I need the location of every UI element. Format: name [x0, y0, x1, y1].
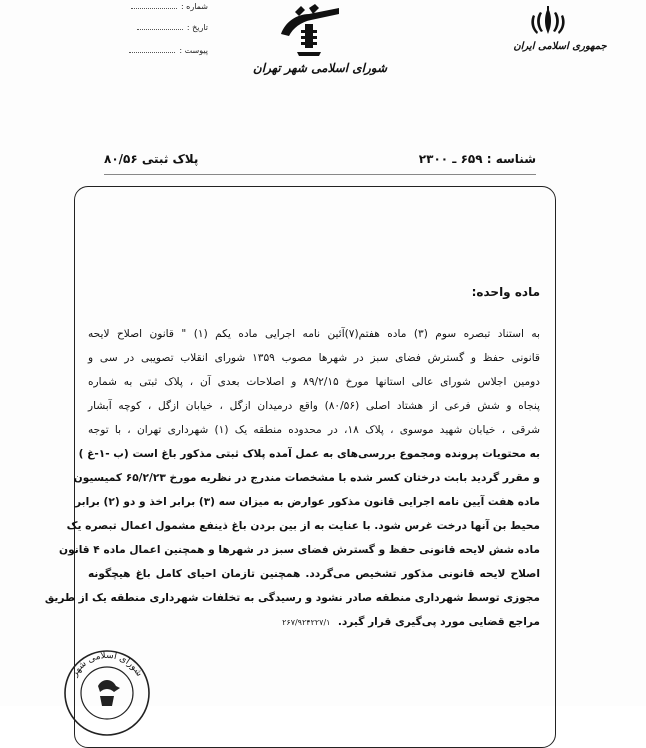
body-line: شرقی ، خیابان شهید موسوی ، پلاک ۱۸، در محدوده منطقه یک (۱) شهرداری تهران ، با توجه: [88, 424, 540, 436]
body-line: به محتویات پرونده ومجموع بررسی‌های به عمل آمده پلاک ثبتی مذکور باغ است (ب -۱-غ ): [78, 448, 540, 460]
meta-number: [118, 2, 208, 11]
body-line-last: [88, 610, 540, 634]
reference-id-label: شناسه :: [486, 152, 536, 166]
body-line: دومین اجلاس شورای عالی استانها مورخ ۸۹/۲/۱۵ و اصلاحات بعدی آن ، پلاک ثبتی به شماره: [88, 376, 540, 388]
meta-attachment: [118, 46, 208, 55]
body-line: ماده هفت آیین نامه اجرایی قانون مذکور عوارض به میزان سه (۳) برابر اخذ و دو (۲) برابر: [75, 496, 540, 508]
body-line: و مقرر گردید بابت درختان کسر شده با مشخصات مندرج در نظریه مورخ ۶۵/۲/۲۳ کمیسیون: [73, 472, 540, 484]
article-body: [44, 322, 541, 634]
plate-number: [104, 152, 198, 166]
body-line: به استناد تبصره سوم (۳) ماده هفتم(۷)آئین نامه اجرایی ماده یکم (۱) " قانون اصلاح لایحه: [88, 328, 541, 340]
official-stamp-icon: [62, 648, 152, 738]
country-name: جمهوری اسلامی ایران: [513, 41, 607, 52]
article-heading: ماده واحده:: [471, 285, 540, 299]
body-line: مجوزی توسط شهرداری منطقه صادر نشود و رسیدگی به تخلفات شهرداری منطقه یک از طریق: [44, 592, 540, 604]
meta-date-label: تاریخ :: [186, 23, 208, 32]
body-line-text: مراجع قضایی مورد پی‌گیری قرار گیرد.: [337, 616, 540, 628]
meta-number-label: شماره :: [180, 2, 208, 11]
svg-text:شورای اسلامی شهر: [69, 651, 144, 680]
meta-attachment-dots: [129, 52, 175, 53]
reference-id-value: ۶۵۹ ـ ۲۳۰۰: [418, 152, 483, 166]
body-line: محیط بن آنها درخت غرس شود. با عنایت به از بین بردن باغ ذینفع مشمول اعمال تبصره یک: [66, 520, 540, 532]
reference-divider: [104, 174, 536, 175]
body-line: پنجاه و شش فرعی از هشتاد اصلی (۸۰/۵۶) واقع درمیدان ازگل ، خیابان ازگل ، کوچه آبشار: [88, 400, 540, 412]
stamp-text: شورای اسلامی شهر: [69, 650, 145, 679]
body-line: ماده شش لایحه قانونی حفظ و گسترش فضای سبز در شهرها و همچنین اعمال ماده ۴ قانون: [59, 544, 540, 556]
body-line: قانونی حفظ و گسترش فضای سبز در شهرها مصوب ۱۳۵۹ شورای انقلاب تصویبی در سی و: [88, 352, 540, 364]
council-logo-icon: [275, 4, 345, 58]
body-line: اصلاح لایحه قانونی مذکور تشخیص می‌گردد. همچنین تازمان احیای کامل باغ هیچگونه: [88, 568, 540, 580]
meta-date-dots: [137, 29, 183, 30]
footnote-number: ۲۶۷/۹۲۴۲۲۷/۱: [282, 618, 331, 627]
meta-attachment-label: پیوست :: [179, 46, 208, 55]
plate-value: ۸۰/۵۶: [104, 152, 138, 166]
meta-date: [118, 23, 208, 32]
iran-emblem-icon: [528, 6, 568, 38]
reference-bar: [104, 146, 536, 176]
plate-label: پلاک ثبتی: [141, 152, 199, 166]
meta-number-dots: [131, 8, 177, 9]
reference-id: [419, 152, 536, 166]
council-name: شورای اسلامی شهر تهران: [252, 61, 388, 75]
